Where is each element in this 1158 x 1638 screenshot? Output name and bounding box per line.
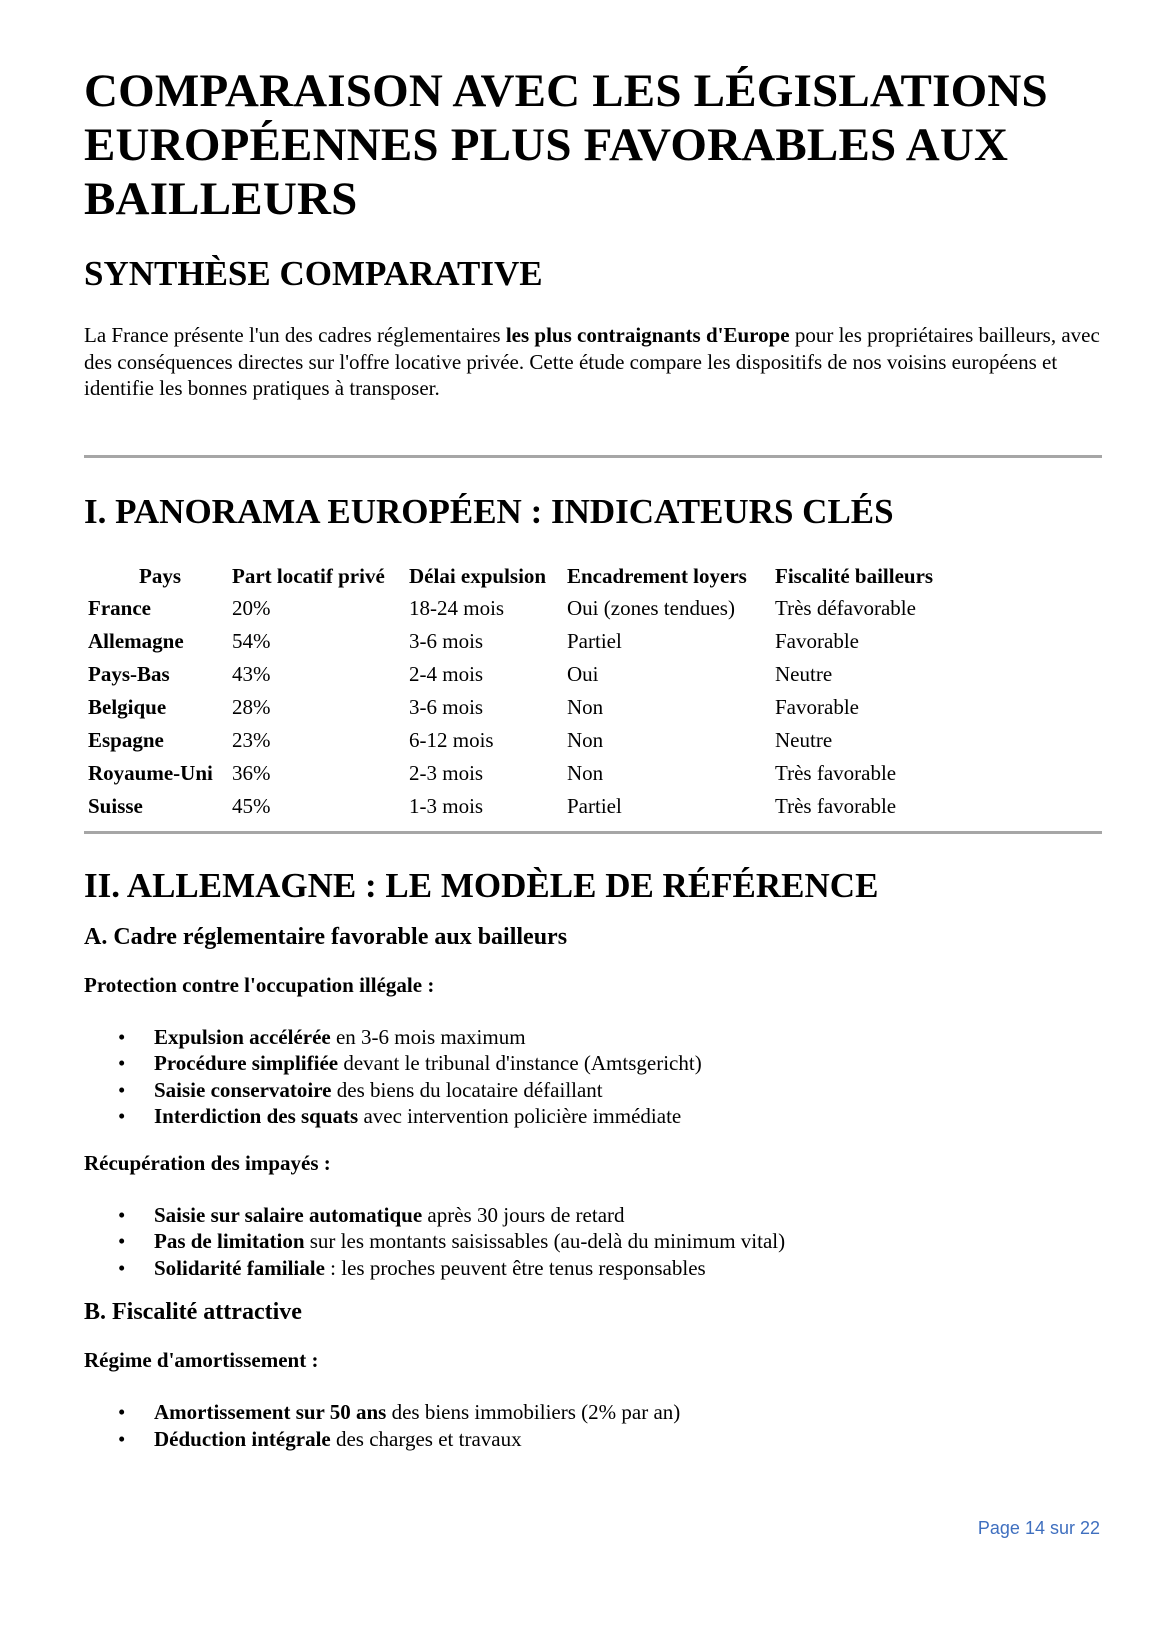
list-item [84, 1426, 1102, 1453]
subsection-a-heading: A. Cadre réglementaire favorable aux bailleurs [84, 923, 568, 950]
bullet-icon: • [118, 1229, 126, 1253]
group-title-amortissement: Régime d'amortissement : [84, 1348, 319, 1372]
page-number: Page 14 sur 22 [977, 1518, 1100, 1538]
table-cell: 3-6 mois [409, 694, 484, 719]
table-cell: Très favorable [775, 760, 897, 785]
table-cell: 43% [232, 661, 271, 686]
table-cell: Partiel [567, 628, 622, 653]
table-cell: Non [567, 694, 604, 719]
bullet-icon: • [118, 1400, 126, 1424]
table-cell-country: Pays-Bas [88, 661, 170, 686]
subsection-b-heading: B. Fiscalité attractive [84, 1299, 302, 1325]
list-item-text: devant le tribunal d'instance (Amtsgericht) [338, 1051, 702, 1075]
table-cell: 23% [232, 727, 271, 752]
column-header-encadrement: Encadrement loyers [567, 563, 747, 588]
bullet-icon: • [118, 1104, 126, 1128]
list-item-bold: Amortissement sur 50 ans [154, 1400, 387, 1424]
synthese-text-end: pour les propriétaires bailleurs, avec des conséquences directes sur l'offre locative privée. Cette étude compare les dispositifs de nos voisins européens et identifie les bonnes pratiques à transposer. [84, 323, 1100, 400]
list-item-text: après 30 jours de retard [422, 1202, 625, 1227]
table-cell: 20% [232, 595, 271, 620]
table-cell: 2-4 mois [409, 661, 484, 686]
synthese-heading: SYNTHÈSE COMPARATIVE [84, 254, 543, 293]
table-row [88, 794, 955, 827]
table-row [88, 761, 955, 794]
section-divider [84, 831, 1102, 834]
table-cell-country: Suisse [88, 793, 143, 818]
table-cell: 2-3 mois [409, 760, 484, 785]
group-title-impayes: Récupération des impayés : [84, 1150, 331, 1175]
table-cell: Oui [567, 661, 599, 686]
list-item [84, 1399, 1102, 1426]
list-item [84, 1050, 1102, 1077]
list-item-text: des biens du locataire défaillant [331, 1077, 603, 1102]
list-item [84, 1255, 1102, 1282]
table-row [88, 629, 955, 662]
bullet-icon: • [118, 1024, 126, 1049]
table-cell: Très défavorable [775, 595, 916, 620]
column-header-fiscalite: Fiscalité bailleurs [775, 563, 934, 588]
list-item-bold: Saisie conservatoire [154, 1077, 332, 1102]
table-cell: Oui (zones tendues) [567, 595, 735, 620]
table-row [88, 728, 955, 761]
column-header-delai-expulsion: Délai expulsion [409, 563, 547, 588]
synthese-text-bold: les plus contraignants d'Europe [505, 323, 790, 347]
list-item [84, 1077, 1102, 1104]
table-cell-country: Belgique [88, 694, 167, 719]
table-cell: 36% [232, 760, 271, 785]
table-cell: Non [567, 727, 604, 752]
table-cell: 18-24 mois [409, 595, 505, 620]
section-divider [84, 455, 1102, 458]
list-item-text: : les proches peuvent être tenus responsables [324, 1255, 706, 1280]
section-2-heading: II. ALLEMAGNE : LE MODÈLE DE RÉFÉRENCE [84, 865, 879, 905]
table-cell: Favorable [775, 694, 859, 719]
table-cell: 28% [232, 694, 271, 719]
synthese-text-start: La France présente l'un des cadres réglementaires [84, 323, 506, 347]
table-row [88, 662, 955, 695]
table-header-row [88, 564, 955, 596]
list-item [84, 1202, 1102, 1229]
table-cell: 45% [232, 793, 271, 818]
list-item-text: des biens immobiliers (2% par an) [386, 1400, 681, 1424]
bullet-icon: • [118, 1202, 126, 1227]
column-header-part-locatif: Part locatif privé [232, 563, 385, 588]
panorama-table [88, 564, 955, 827]
table-cell: 3-6 mois [409, 628, 484, 653]
list-item-bold: Saisie sur salaire automatique [154, 1202, 423, 1227]
bullet-list-impayes [84, 1202, 1102, 1282]
list-item-bold: Pas de limitation [154, 1229, 305, 1253]
table-cell: 6-12 mois [409, 727, 494, 752]
bullet-list-amortissement [84, 1399, 1102, 1452]
list-item-bold: Interdiction des squats [154, 1104, 359, 1128]
list-item-text: des charges et travaux [330, 1426, 522, 1451]
list-item-bold: Solidarité familiale [154, 1255, 325, 1280]
table-cell: 1-3 mois [409, 793, 484, 818]
table-cell: Neutre [775, 661, 833, 686]
synthese-paragraph [84, 322, 1102, 402]
table-cell: 54% [232, 628, 271, 653]
list-item-bold: Déduction intégrale [154, 1426, 331, 1451]
table-cell-country: Espagne [88, 727, 164, 752]
table-cell-country: France [88, 595, 151, 620]
list-item-text: avec intervention policière immédiate [358, 1104, 682, 1128]
group-title-protection: Protection contre l'occupation illégale : [84, 972, 435, 997]
bullet-icon: • [118, 1426, 126, 1451]
table-row [88, 695, 955, 728]
list-item [84, 1228, 1102, 1255]
list-item-bold: Expulsion accélérée [154, 1024, 331, 1049]
list-item [84, 1103, 1102, 1130]
document-title: COMPARAISON AVEC LES LÉGISLATIONS EUROPÉENNES PLUS FAVORABLES AUX BAILLEURS [84, 65, 1048, 225]
column-header-pays: Pays [139, 563, 181, 588]
bullet-icon: • [118, 1255, 126, 1280]
table-cell: Neutre [775, 727, 833, 752]
list-item-bold: Procédure simplifiée [154, 1051, 339, 1075]
table-cell: Favorable [775, 628, 859, 653]
table-row [88, 596, 955, 629]
document-page [84, 64, 1102, 1452]
table-cell: Non [567, 760, 604, 785]
table-cell: Très favorable [775, 793, 897, 818]
list-item-text: en 3-6 mois maximum [330, 1024, 526, 1049]
bullet-icon: • [118, 1077, 126, 1102]
section-1-heading: I. PANORAMA EUROPÉEN : INDICATEURS CLÉS [84, 491, 894, 531]
bullet-icon: • [118, 1051, 126, 1075]
table-cell-country: Royaume-Uni [88, 760, 213, 785]
table-cell: Partiel [567, 793, 622, 818]
table-cell-country: Allemagne [88, 628, 184, 653]
list-item-text: sur les montants saisissables (au-delà du minimum vital) [304, 1229, 786, 1253]
list-item [84, 1024, 1102, 1051]
bullet-list-protection [84, 1024, 1102, 1130]
